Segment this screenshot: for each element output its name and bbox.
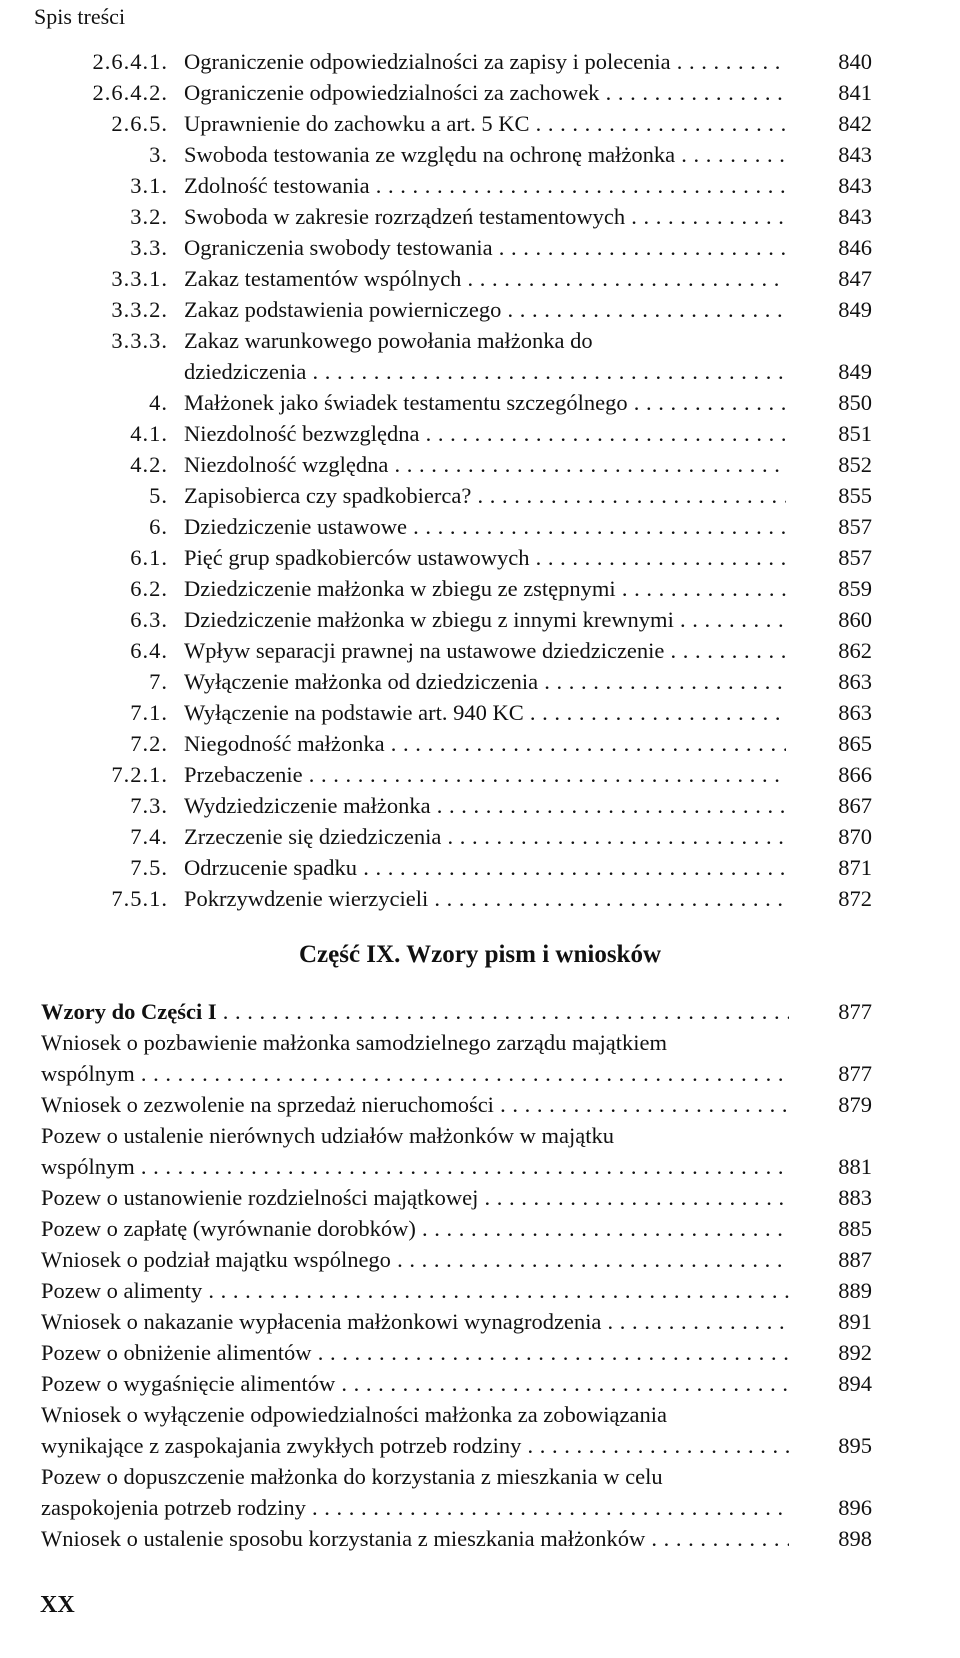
toc-entry-title: Uprawnienie do zachowku a art. 5 KC . . .	[184, 108, 786, 139]
toc-entry-title: Dziedziczenie małżonka w zbiegu z innymi krewnymi . . .	[184, 604, 786, 635]
toc-entry-page: 866	[838, 762, 872, 787]
toc-entry-page: 843	[838, 173, 872, 198]
toc-entry-number: 3.3.2.	[111, 297, 168, 322]
toc-entry	[0, 604, 960, 635]
toc-entry-title: Zrzeczenie się dziedziczenia . . .	[184, 821, 786, 852]
toc-entry-number: 7.1.	[130, 700, 168, 725]
toc-entry	[0, 418, 960, 449]
toc-entry-title: Małżonek jako świadek testamentu szczególnego . . .	[184, 387, 786, 418]
form-entry-title: Pozew o dopuszczenie małżonka do korzystania z mieszkania w celu	[41, 1464, 663, 1489]
toc-entry-number: 4.2.	[130, 452, 168, 477]
toc-entry	[0, 356, 960, 387]
form-entry	[0, 1058, 960, 1089]
form-entry	[0, 1461, 960, 1492]
toc-entry-title: Wydziedziczenie małżonka . . .	[184, 790, 786, 821]
form-entry-page: 896	[838, 1495, 872, 1520]
page-number: XX	[40, 1592, 75, 1618]
toc-entry-number: 7.3.	[130, 793, 168, 818]
form-entry-page: 879	[838, 1092, 872, 1117]
form-entry-title: Wniosek o ustalenie sposobu korzystania z mieszkania małżonków . . .	[41, 1523, 789, 1554]
toc-entry-number: 6.3.	[130, 607, 168, 632]
toc-entry-page: 863	[838, 700, 872, 725]
form-entry-page: 877	[838, 1061, 872, 1086]
toc-entry-page: 846	[838, 235, 872, 260]
form-entry	[0, 1523, 960, 1554]
toc-entry-page: 867	[838, 793, 872, 818]
toc-entry-number: 7.5.1.	[111, 886, 168, 911]
toc-entry-number: 6.	[149, 514, 168, 539]
toc-entry-title: Wpływ separacji prawnej na ustawowe dziedziczenie . . .	[184, 635, 786, 666]
toc-entry-title: Niegodność małżonka . . .	[184, 728, 786, 759]
form-entry-title: Pozew o wygaśnięcie alimentów . . .	[41, 1368, 789, 1399]
toc-entry-title: Niezdolność względna . . .	[184, 449, 786, 480]
toc-entry-page: 862	[838, 638, 872, 663]
toc-entry	[0, 573, 960, 604]
toc-list	[0, 46, 960, 914]
section-heading: Część IX. Wzory pism i wniosków	[298, 941, 662, 968]
form-entry	[0, 1244, 960, 1275]
toc-entry-title: Niezdolność bezwzględna . . .	[184, 418, 786, 449]
toc-entry-number: 3.3.1.	[111, 266, 168, 291]
toc-entry-page: 857	[838, 514, 872, 539]
toc-entry-page: 855	[838, 483, 872, 508]
form-entry-page: 892	[838, 1340, 872, 1365]
toc-entry	[0, 449, 960, 480]
toc-entry	[0, 387, 960, 418]
form-entry-title: Pozew o ustanowienie rozdzielności majątkowej . . .	[41, 1182, 789, 1213]
toc-entry	[0, 697, 960, 728]
toc-entry-title: Pokrzywdzenie wierzycieli . . .	[184, 883, 786, 914]
toc-entry-number: 6.2.	[130, 576, 168, 601]
toc-entry-number: 6.4.	[130, 638, 168, 663]
toc-entry-title: Wyłączenie małżonka od dziedziczenia . . .	[184, 666, 786, 697]
form-entry	[0, 1399, 960, 1430]
toc-entry-page: 863	[838, 669, 872, 694]
toc-entry-number: 4.	[149, 390, 168, 415]
form-entry-page: 891	[838, 1309, 872, 1334]
toc-entry	[0, 542, 960, 573]
form-entry-title: Wniosek o wyłączenie odpowiedzialności małżonka za zobowiązania	[41, 1402, 667, 1427]
toc-entry-page: 859	[838, 576, 872, 601]
toc-entry	[0, 511, 960, 542]
toc-entry-number: 3.3.3.	[111, 328, 168, 353]
form-entry	[0, 1275, 960, 1306]
toc-entry	[0, 263, 960, 294]
form-entry-page: 877	[838, 999, 872, 1024]
toc-entry	[0, 635, 960, 666]
toc-entry-number: 3.3.	[130, 235, 168, 260]
form-entry	[0, 1182, 960, 1213]
toc-entry	[0, 325, 960, 356]
toc-entry-page: 857	[838, 545, 872, 570]
toc-entry-title: Zakaz warunkowego powołania małżonka do	[184, 328, 593, 353]
form-entry-title: wspólnym . . .	[41, 1151, 789, 1182]
form-entry	[0, 1430, 960, 1461]
form-entry-title: Wniosek o zezwolenie na sprzedaż nieruchomości . . .	[41, 1089, 789, 1120]
toc-entry	[0, 77, 960, 108]
form-entry-page: 883	[838, 1185, 872, 1210]
toc-entry-number: 4.1.	[130, 421, 168, 446]
toc-entry-page: 849	[838, 297, 872, 322]
toc-entry-page: 840	[838, 49, 872, 74]
toc-entry-page: 871	[838, 855, 872, 880]
toc-entry-number: 7.2.1.	[111, 762, 168, 787]
toc-entry	[0, 201, 960, 232]
toc-entry-title: Pięć grup spadkobierców ustawowych . . .	[184, 542, 786, 573]
toc-entry	[0, 728, 960, 759]
form-entry	[0, 1337, 960, 1368]
form-entry-title: Wniosek o nakazanie wypłacenia małżonkowi wynagrodzenia . . .	[41, 1306, 789, 1337]
form-entry-page: 898	[838, 1526, 872, 1551]
form-entry-title: zaspokojenia potrzeb rodziny . . .	[41, 1492, 789, 1523]
toc-entry-number: 2.6.4.1.	[92, 49, 168, 74]
toc-entry-title: Zakaz testamentów wspólnych . . .	[184, 263, 786, 294]
form-entry	[0, 1492, 960, 1523]
toc-entry	[0, 46, 960, 77]
running-header: Spis treści	[34, 4, 126, 29]
toc-entry	[0, 232, 960, 263]
toc-entry-title: Ograniczenie odpowiedzialności za zapisy i polecenia . . .	[184, 46, 786, 77]
toc-entry-title: Swoboda testowania ze względu na ochronę małżonka . . .	[184, 139, 786, 170]
toc-entry	[0, 790, 960, 821]
form-entry	[0, 1151, 960, 1182]
toc-entry	[0, 108, 960, 139]
form-entry-title: Wniosek o podział majątku wspólnego . . .	[41, 1244, 789, 1275]
form-entry	[0, 1306, 960, 1337]
toc-entry-number: 2.6.4.2.	[92, 80, 168, 105]
toc-entry-number: 2.6.5.	[111, 111, 168, 136]
form-entry-title: Pozew o alimenty . . .	[41, 1275, 789, 1306]
form-entry-page: 894	[838, 1371, 872, 1396]
toc-entry	[0, 883, 960, 914]
toc-entry-number: 7.4.	[130, 824, 168, 849]
toc-entry-title: Swoboda w zakresie rozrządzeń testamentowych . . .	[184, 201, 786, 232]
form-entry-page: 889	[838, 1278, 872, 1303]
form-entry-title: Pozew o zapłatę (wyrównanie dorobków) . . .	[41, 1213, 789, 1244]
toc-entry-title: Zdolność testowania . . .	[184, 170, 786, 201]
form-entry-page: 887	[838, 1247, 872, 1272]
form-entry	[0, 1027, 960, 1058]
forms-list	[0, 996, 960, 1554]
toc-entry-number: 7.5.	[130, 855, 168, 880]
toc-entry-title: Wyłączenie na podstawie art. 940 KC . . .	[184, 697, 786, 728]
form-entry-title: wynikające z zaspokajania zwykłych potrzeb rodziny . . .	[41, 1430, 789, 1461]
toc-entry-title: Zapisobierca czy spadkobierca? . . .	[184, 480, 786, 511]
toc-entry	[0, 666, 960, 697]
toc-entry-page: 843	[838, 204, 872, 229]
toc-entry-page: 872	[838, 886, 872, 911]
form-entry-title: Wniosek o pozbawienie małżonka samodzielnego zarządu majątkiem	[41, 1030, 668, 1055]
toc-entry-page: 841	[838, 80, 872, 105]
toc-entry-number: 7.2.	[130, 731, 168, 756]
toc-entry-title: Przebaczenie . . .	[184, 759, 786, 790]
toc-entry	[0, 852, 960, 883]
toc-entry-page: 843	[838, 142, 872, 167]
toc-entry-page: 850	[838, 390, 872, 415]
toc-entry-title: Dziedziczenie ustawowe . . .	[184, 511, 786, 542]
toc-entry-number: 3.1.	[130, 173, 168, 198]
toc-entry	[0, 821, 960, 852]
toc-entry-page: 849	[838, 359, 872, 384]
toc-entry-page: 842	[838, 111, 872, 136]
toc-entry-title: Ograniczenia swobody testowania . . .	[184, 232, 786, 263]
form-entry-title: Pozew o ustalenie nierównych udziałów małżonków w majątku	[41, 1123, 614, 1148]
form-entry	[0, 1368, 960, 1399]
toc-entry-page: 870	[838, 824, 872, 849]
toc-entry-title: Ograniczenie odpowiedzialności za zachowek . . .	[184, 77, 786, 108]
group-heading: Wzory do Części I . . .	[41, 996, 789, 1027]
form-entry	[0, 1120, 960, 1151]
toc-entry-number: 5.	[149, 483, 168, 508]
toc-entry-title: dziedziczenia . . .	[184, 356, 786, 387]
toc-entry	[0, 759, 960, 790]
form-entry-title: Pozew o obniżenie alimentów . . .	[41, 1337, 789, 1368]
toc-entry-page: 852	[838, 452, 872, 477]
toc-entry	[0, 139, 960, 170]
toc-entry-page: 847	[838, 266, 872, 291]
toc-entry-number: 6.1.	[130, 545, 168, 570]
form-entry	[0, 996, 960, 1027]
toc-entry-number: 3.	[149, 142, 168, 167]
toc-entry	[0, 170, 960, 201]
toc-entry-page: 865	[838, 731, 872, 756]
form-entry	[0, 1213, 960, 1244]
toc-entry-title: Dziedziczenie małżonka w zbiegu ze zstępnymi . . .	[184, 573, 786, 604]
form-entry	[0, 1089, 960, 1120]
toc-entry-title: Odrzucenie spadku . . .	[184, 852, 786, 883]
form-entry-page: 885	[838, 1216, 872, 1241]
toc-entry-page: 851	[838, 421, 872, 446]
toc-entry-number: 3.2.	[130, 204, 168, 229]
toc-entry	[0, 294, 960, 325]
toc-entry-title: Zakaz podstawienia powierniczego . . .	[184, 294, 786, 325]
toc-entry-number: 7.	[149, 669, 168, 694]
toc-entry-page: 860	[838, 607, 872, 632]
toc-entry	[0, 480, 960, 511]
form-entry-title: wspólnym . . .	[41, 1058, 789, 1089]
form-entry-page: 881	[838, 1154, 872, 1179]
form-entry-page: 895	[838, 1433, 872, 1458]
